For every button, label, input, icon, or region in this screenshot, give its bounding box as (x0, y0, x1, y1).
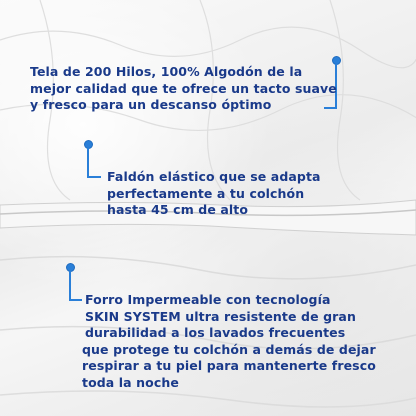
feature-line: Forro Impermeable con tecnología (85, 292, 331, 307)
leader-line (87, 148, 89, 178)
feature-line: durabilidad a los lavados frecuentes (85, 325, 346, 340)
feature-line: que protege tu colchón a demás de dejar (82, 341, 376, 357)
leader-line (69, 299, 82, 301)
feature-skirt-text (107, 169, 321, 219)
feature-line: mejor calidad que te ofrece un tacto suave (30, 80, 337, 96)
feature-line: Tela de 200 Hilos, 100% Algodón de la (30, 64, 303, 79)
leader-line (87, 176, 101, 178)
feature-line: perfectamente a tu colchón (107, 185, 305, 201)
feature-fabric-text (30, 64, 337, 114)
leader-line (69, 271, 71, 301)
feature-line: Faldón elástico que se adapta (107, 169, 321, 184)
feature-line: y fresco para un descanso óptimo (30, 97, 272, 112)
feature-line: hasta 45 cm de alto (107, 202, 249, 217)
feature-line: toda la noche (82, 374, 179, 390)
feature-waterproof-text (82, 292, 376, 391)
feature-line: SKIN SYSTEM ultra resistente de gran (85, 308, 356, 324)
feature-line: respirar a tu piel para mantenerte fresco (82, 358, 376, 373)
